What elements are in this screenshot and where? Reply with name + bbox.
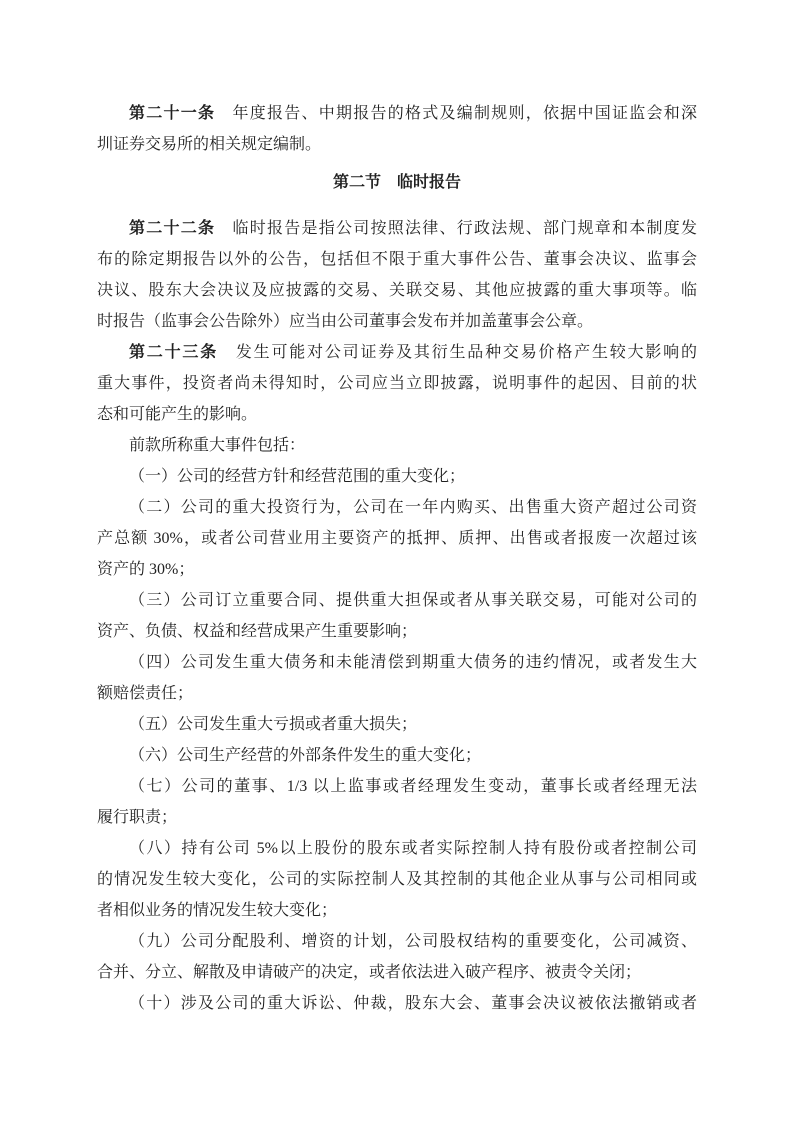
text-line: 的情况发生较大变化，公司的实际控制人及其控制的其他企业从事与公司相同或 (97, 871, 697, 888)
text-line: （六）公司生产经营的外部条件发生的重大变化； (129, 747, 482, 764)
section-heading: 第二节 临时报告 (332, 174, 461, 191)
text-line: （一）公司的经营方针和经营范围的重大变化； (129, 468, 466, 485)
text-line: 资产、负债、权益和经营成果产生重要影响； (97, 623, 418, 640)
body-paragraph (97, 709, 697, 740)
text-line: （四）公司发生重大债务和未能清偿到期重大债务的违约情况，或者发生大 (129, 654, 697, 671)
text-line: 资产的 30%； (97, 561, 195, 578)
body-paragraph (97, 740, 697, 771)
line-text: 年度报告、中期报告的格式及编制规则，依据中国证监会和深 (231, 105, 697, 122)
body-paragraph (97, 988, 697, 1019)
text-line: 额赔偿责任； (97, 685, 194, 702)
body-paragraph (97, 461, 697, 492)
text-line: 态和可能产生的影响。 (97, 406, 258, 423)
text-line: 前款所称重大事件包括： (129, 437, 306, 454)
line-text: 临时报告是指公司按照法律、行政法规、部门规章和本制度发 (231, 220, 697, 237)
article-paragraph (97, 337, 697, 430)
body-paragraph (97, 833, 697, 926)
body-paragraph (97, 771, 697, 833)
text-line: 产总额 30%，或者公司营业用主要资产的抵押、质押、出售或者报废一次超过该 (97, 530, 697, 547)
text-line: 圳证券交易所的相关规定编制。 (97, 136, 322, 153)
line-text: 发生可能对公司证券及其衍生品种交易价格产生较大影响的 (234, 344, 697, 361)
text-line: （五）公司发生重大亏损或者重大损失； (129, 716, 418, 733)
article-paragraph (97, 213, 697, 337)
article-paragraph (97, 98, 697, 160)
text-line: （十）涉及公司的重大诉讼、仲裁，股东大会、董事会决议被依法撤销或者 (129, 995, 697, 1012)
text-line: 者相似业务的情况发生较大变化； (97, 902, 338, 919)
text-line: 布的除定期报告以外的公告，包括但不限于重大事件公告、董事会决议、监事会 (97, 251, 697, 268)
text-line: 重大事件，投资者尚未得知时，公司应当立即披露，说明事件的起因、目前的状 (97, 375, 697, 392)
article-number: 第二十一条 (129, 105, 216, 122)
text-line: （七）公司的董事、1/3 以上监事或者经理发生变动，董事长或者经理无法 (129, 778, 697, 795)
text-line: （八）持有公司 5%以上股份的股东或者实际控制人持有股份或者控制公司 (129, 840, 697, 857)
body-paragraph (97, 647, 697, 709)
text-line: （九）公司分配股利、增资的计划，公司股权结构的重要变化，公司减资、 (129, 933, 697, 950)
text-line: 时报告（监事会公告除外）应当由公司董事会发布并加盖董事会公章。 (97, 313, 594, 330)
text-line (97, 213, 697, 244)
body-paragraph (97, 492, 697, 585)
document-content (97, 98, 697, 1019)
text-line (97, 98, 697, 129)
text-line: （三）公司订立重要合同、提供重大担保或者从事关联交易，可能对公司的 (129, 592, 697, 609)
article-number: 第二十二条 (129, 220, 216, 237)
text-line: （二）公司的重大投资行为，公司在一年内购买、出售重大资产超过公司资 (129, 499, 697, 516)
article-number: 第二十三条 (129, 344, 219, 361)
body-paragraph (97, 926, 697, 988)
text-line: 合并、分立、解散及申请破产的决定，或者依法进入破产程序、被责令关闭； (97, 964, 642, 981)
body-paragraph (97, 585, 697, 647)
text-line: 履行职责； (97, 809, 178, 826)
body-paragraph (97, 430, 697, 461)
text-line (97, 337, 697, 368)
text-line: 决议、股东大会决议及应披露的交易、关联交易、其他应披露的重大事项等。临 (97, 282, 697, 299)
